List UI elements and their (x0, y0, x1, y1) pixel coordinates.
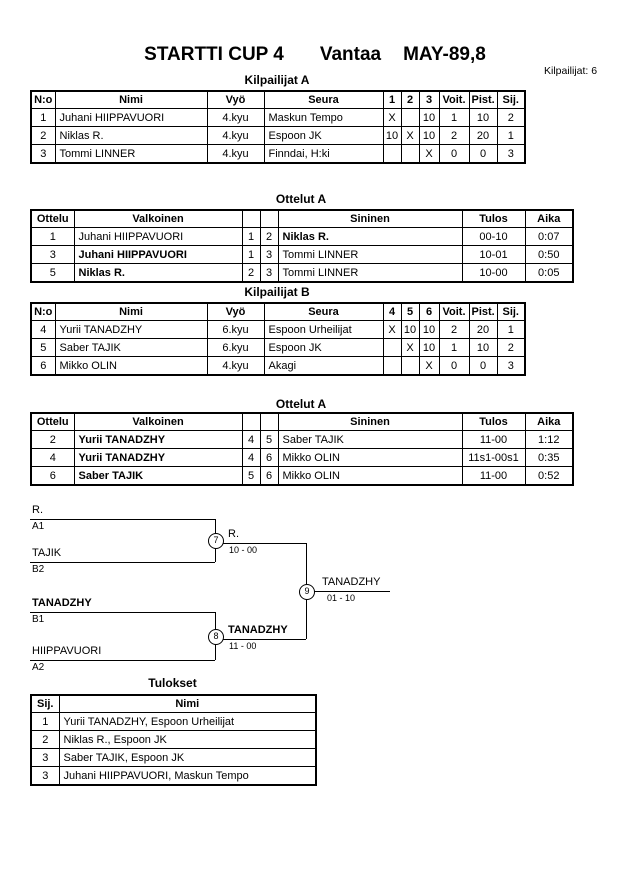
cell-ottelu: 2 (31, 431, 74, 449)
bracket-slot-line (30, 612, 215, 613)
cell-tulos: 11-00 (462, 431, 525, 449)
col-no: N:o (31, 91, 55, 109)
cell-g1 (383, 357, 401, 376)
cell-voit: 1 (439, 109, 469, 127)
cell-valkoinen: Niklas R. (74, 264, 242, 283)
col-ottelu: Ottelu (31, 413, 74, 431)
cell-ottelu: 6 (31, 467, 74, 486)
cell-sininen: Tommi LINNER (278, 264, 462, 283)
cell-g3: 10 (419, 339, 439, 357)
cell-g1: X (383, 321, 401, 339)
match-number-circle: 7 (208, 533, 224, 549)
cell-sij: 2 (31, 731, 59, 749)
col-g2: 2 (401, 91, 419, 109)
cell-g3: 10 (419, 321, 439, 339)
cell-white-number: 4 (242, 431, 260, 449)
cell-sininen: Mikko OLIN (278, 449, 462, 467)
cell-no: 6 (31, 357, 55, 376)
cell-vyo: 4.kyu (207, 145, 264, 164)
cell-valkoinen: Yurii TANADZHY (74, 431, 242, 449)
cell-sij: 3 (497, 145, 525, 164)
cell-g1: X (383, 109, 401, 127)
cell-blue-number: 3 (260, 246, 278, 264)
col-voit: Voit. (439, 91, 469, 109)
cell-voit: 1 (439, 339, 469, 357)
cell-sininen: Saber TAJIK (278, 431, 462, 449)
col-ottelu: Ottelu (31, 210, 74, 228)
cell-seura: Akagi (264, 357, 383, 376)
cell-ottelu: 3 (31, 246, 74, 264)
cell-aika: 0:35 (525, 449, 573, 467)
cell-valkoinen: Juhani HIIPPAVUORI (74, 246, 242, 264)
cell-sininen: Niklas R. (278, 228, 462, 246)
cell-seura: Espoon JK (264, 339, 383, 357)
cell-g3: 10 (419, 127, 439, 145)
cell-ottelu: 4 (31, 449, 74, 467)
finals-bracket (30, 498, 402, 685)
cell-sininen: Tommi LINNER (278, 246, 462, 264)
match-number-circle: 8 (208, 629, 224, 645)
cell-nimi: Juhani HIIPPAVUORI, Maskun Tempo (59, 767, 316, 786)
table-row (31, 321, 525, 339)
cell-white-number: 1 (242, 228, 260, 246)
header-row (31, 695, 316, 713)
header-row (31, 303, 525, 321)
table-row (31, 357, 525, 376)
cell-pist: 0 (469, 145, 497, 164)
col-vyo: Vyö (207, 91, 264, 109)
bracket-slot-line (30, 660, 215, 661)
cell-voit: 0 (439, 357, 469, 376)
results-table (30, 694, 317, 786)
cell-sij: 1 (497, 127, 525, 145)
bracket-slot-name: TANADZHY (32, 597, 92, 609)
col-sininen: Sininen (278, 413, 462, 431)
bracket-slot-line (30, 562, 215, 563)
cell-voit: 2 (439, 321, 469, 339)
col-sij: Sij. (497, 303, 525, 321)
cell-g2: X (401, 127, 419, 145)
cell-no: 3 (31, 145, 55, 164)
cell-ottelu: 1 (31, 228, 74, 246)
match-number-circle: 9 (299, 584, 315, 600)
col-g3: 3 (419, 91, 439, 109)
cell-no: 4 (31, 321, 55, 339)
col-blue-number (260, 413, 278, 431)
cell-sij: 2 (497, 109, 525, 127)
cell-no: 5 (31, 339, 55, 357)
table-row (31, 767, 316, 786)
cell-nimi: Saber TAJIK (55, 339, 207, 357)
page-title (0, 44, 630, 66)
cell-g2 (401, 145, 419, 164)
cell-voit: 2 (439, 127, 469, 145)
bracket-slot-seed: B1 (32, 614, 45, 625)
bracket-match-line (222, 639, 306, 640)
cell-sij: 1 (497, 321, 525, 339)
col-voit: Voit. (439, 303, 469, 321)
cell-aika: 0:05 (525, 264, 573, 283)
matches-a-table (30, 209, 574, 283)
cell-nimi: Mikko OLIN (55, 357, 207, 376)
cell-valkoinen: Yurii TANADZHY (74, 449, 242, 467)
col-aika: Aika (525, 210, 573, 228)
bracket-match-line (313, 591, 390, 592)
col-vyo: Vyö (207, 303, 264, 321)
pool-a-heading: Kilpailijat A (244, 73, 310, 87)
col-sij: Sij. (31, 695, 59, 713)
cell-nimi: Tommi LINNER (55, 145, 207, 164)
table-row (31, 145, 525, 164)
table-row (31, 228, 573, 246)
col-pist: Pist. (469, 303, 497, 321)
cell-nimi: Yurii TANADZHY (55, 321, 207, 339)
bracket-slot-seed: A2 (32, 662, 45, 673)
cell-g1 (383, 145, 401, 164)
matches-b-heading: Ottelut A (275, 397, 327, 411)
table-row (31, 264, 573, 283)
matches-a-heading: Ottelut A (275, 192, 327, 206)
pool-b-table (30, 302, 526, 376)
results-heading: Tulokset (148, 676, 197, 690)
cell-sij: 3 (497, 357, 525, 376)
table-row (31, 713, 316, 731)
col-no: N:o (31, 303, 55, 321)
header-row (31, 91, 525, 109)
cell-pist: 10 (469, 339, 497, 357)
header-row (31, 210, 573, 228)
cell-white-number: 5 (242, 467, 260, 486)
cell-aika: 0:52 (525, 467, 573, 486)
col-g2: 5 (401, 303, 419, 321)
cell-nimi: Saber TAJIK, Espoon JK (59, 749, 316, 767)
cell-g2: X (401, 339, 419, 357)
cell-sij: 3 (31, 767, 59, 786)
cell-vyo: 4.kyu (207, 357, 264, 376)
cell-no: 2 (31, 127, 55, 145)
bracket-slot-name: TAJIK (32, 547, 62, 559)
cell-g2: 10 (401, 321, 419, 339)
cell-white-number: 1 (242, 246, 260, 264)
cell-aika: 0:50 (525, 246, 573, 264)
table-row (31, 431, 573, 449)
col-tulos: Tulos (462, 210, 525, 228)
cell-white-number: 4 (242, 449, 260, 467)
cell-no: 1 (31, 109, 55, 127)
cell-sij: 3 (31, 749, 59, 767)
col-aika: Aika (525, 413, 573, 431)
col-nimi: Nimi (55, 303, 207, 321)
cell-vyo: 4.kyu (207, 127, 264, 145)
cell-vyo: 4.kyu (207, 109, 264, 127)
cell-pist: 10 (469, 109, 497, 127)
cell-nimi: Juhani HIIPPAVUORI (55, 109, 207, 127)
col-g1: 1 (383, 91, 401, 109)
table-row (31, 449, 573, 467)
competitor-count: Kilpailijat: 6 (544, 65, 598, 77)
header-row (31, 413, 573, 431)
cell-nimi: Yurii TANADZHY, Espoon Urheilijat (59, 713, 316, 731)
cell-blue-number: 6 (260, 449, 278, 467)
cell-g3: X (419, 357, 439, 376)
event-name: STARTTI CUP 4 (144, 44, 284, 65)
table-row (31, 127, 525, 145)
cell-ottelu: 5 (31, 264, 74, 283)
table-row (31, 109, 525, 127)
col-white-number (242, 210, 260, 228)
cell-vyo: 6.kyu (207, 339, 264, 357)
cell-tulos: 10-00 (462, 264, 525, 283)
cell-tulos: 10-01 (462, 246, 525, 264)
col-sij: Sij. (497, 91, 525, 109)
cell-g3: X (419, 145, 439, 164)
cell-blue-number: 3 (260, 264, 278, 283)
matches-b-table (30, 412, 574, 486)
cell-g3: 10 (419, 109, 439, 127)
col-sininen: Sininen (278, 210, 462, 228)
bracket-slot-name: HIIPPAVUORI (32, 645, 102, 657)
col-nimi: Nimi (59, 695, 316, 713)
table-row (31, 749, 316, 767)
cell-tulos: 11s1-00s1 (462, 449, 525, 467)
cell-blue-number: 6 (260, 467, 278, 486)
cell-nimi: Niklas R., Espoon JK (59, 731, 316, 749)
col-seura: Seura (264, 303, 383, 321)
cell-seura: Maskun Tempo (264, 109, 383, 127)
cell-g2 (401, 357, 419, 376)
cell-pist: 20 (469, 127, 497, 145)
bracket-slot-line (30, 519, 215, 520)
cell-white-number: 2 (242, 264, 260, 283)
cell-seura: Espoon JK (264, 127, 383, 145)
cell-nimi: Niklas R. (55, 127, 207, 145)
match-winner-label: TANADZHY (228, 624, 288, 636)
bracket-slot-seed: A1 (32, 521, 45, 532)
bracket-match-line (222, 543, 306, 544)
col-pist: Pist. (469, 91, 497, 109)
match-score: 11 - 00 (229, 641, 257, 651)
cell-blue-number: 2 (260, 228, 278, 246)
col-valkoinen: Valkoinen (74, 413, 242, 431)
col-g3: 6 (419, 303, 439, 321)
col-white-number (242, 413, 260, 431)
col-g1: 4 (383, 303, 401, 321)
col-seura: Seura (264, 91, 383, 109)
col-nimi: Nimi (55, 91, 207, 109)
pool-a-table (30, 90, 526, 164)
bracket-slot-seed: B2 (32, 564, 45, 575)
cell-valkoinen: Saber TAJIK (74, 467, 242, 486)
cell-valkoinen: Juhani HIIPPAVUORI (74, 228, 242, 246)
cell-pist: 20 (469, 321, 497, 339)
event-city: Vantaa (319, 44, 382, 65)
cell-sij: 1 (31, 713, 59, 731)
cell-vyo: 6.kyu (207, 321, 264, 339)
cell-tulos: 11-00 (462, 467, 525, 486)
cell-aika: 1:12 (525, 431, 573, 449)
event-date: MAY-89,8 (403, 44, 486, 65)
cell-g1: 10 (383, 127, 401, 145)
cell-g1 (383, 339, 401, 357)
col-blue-number (260, 210, 278, 228)
col-valkoinen: Valkoinen (74, 210, 242, 228)
cell-pist: 0 (469, 357, 497, 376)
cell-seura: Espoon Urheilijat (264, 321, 383, 339)
bracket-slot-name: R. (32, 504, 43, 516)
match-winner-label: R. (228, 528, 239, 540)
table-row (31, 731, 316, 749)
match-winner-label: TANADZHY (322, 576, 381, 588)
table-row (31, 467, 573, 486)
cell-sij: 2 (497, 339, 525, 357)
cell-seura: Finndai, H:ki (264, 145, 383, 164)
cell-g2 (401, 109, 419, 127)
col-tulos: Tulos (462, 413, 525, 431)
cell-tulos: 00-10 (462, 228, 525, 246)
cell-sininen: Mikko OLIN (278, 467, 462, 486)
table-row (31, 339, 525, 357)
pool-b-heading: Kilpailijat B (244, 285, 310, 299)
table-row (31, 246, 573, 264)
match-score: 01 - 10 (327, 593, 356, 603)
cell-aika: 0:07 (525, 228, 573, 246)
match-score: 10 - 00 (229, 545, 258, 555)
cell-voit: 0 (439, 145, 469, 164)
cell-blue-number: 5 (260, 431, 278, 449)
